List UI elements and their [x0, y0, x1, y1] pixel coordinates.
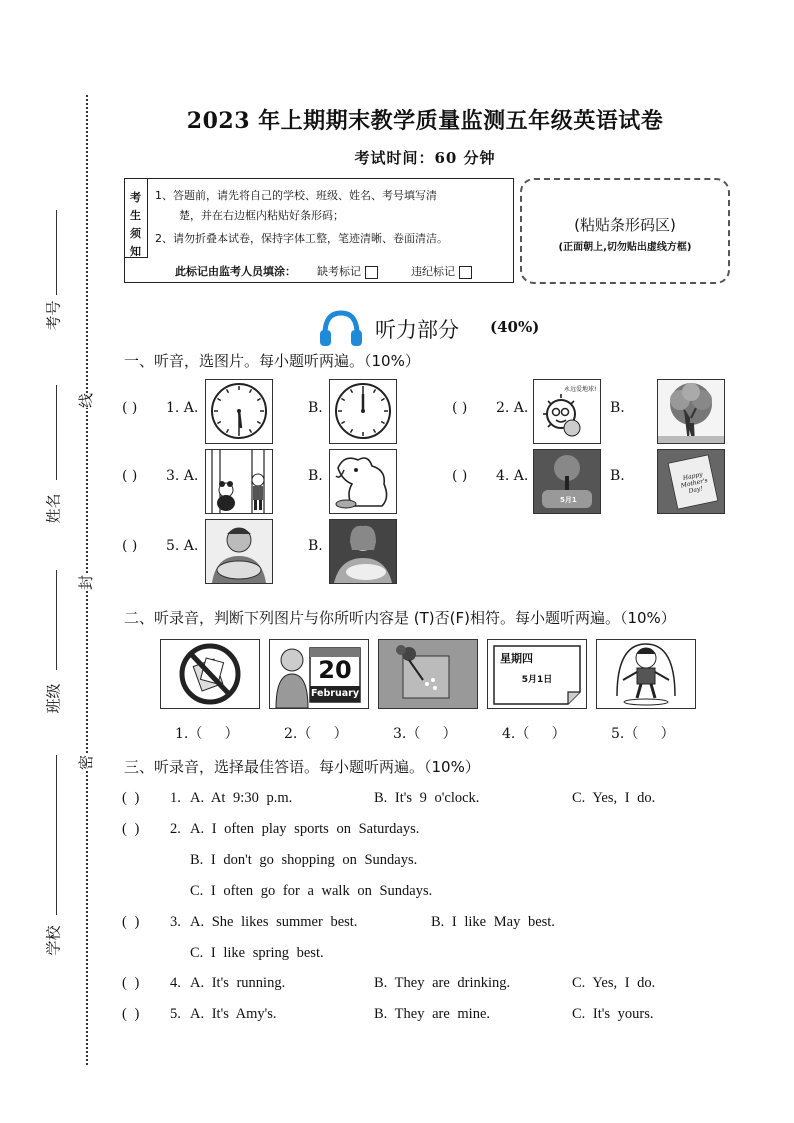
p3-q4-option-a: A. It's running.	[190, 975, 286, 991]
part2-image-1	[160, 639, 260, 709]
part2-answer-4[interactable]: 4.（ ）	[502, 726, 566, 742]
part2-heading: 二、听录音，判断下列图片与你所听内容是 (T)否(F)相符。每小题听两遍。（10%）	[124, 609, 676, 627]
q4-answer-paren: ( )	[452, 468, 468, 484]
examinee-notice-box	[124, 178, 514, 283]
q1-option-b-label: B.	[308, 400, 323, 416]
violation-mark-label: 违纪标记	[411, 265, 455, 278]
tree-icon	[658, 380, 724, 443]
notice-item-2: 2、请勿折叠本试卷，保持字体工整，笔迹清晰、卷面清洁。	[155, 232, 448, 245]
absent-mark	[317, 263, 378, 279]
violation-checkbox[interactable]	[459, 266, 472, 279]
exam-number-label: 考号	[44, 300, 63, 331]
p3-q1-num: 1.	[170, 790, 181, 806]
q2-label: 2. A.	[496, 400, 529, 416]
part2-image-5	[596, 639, 696, 709]
seal-char-secret: 密	[73, 755, 98, 770]
p3-q2-paren[interactable]: ( )	[122, 821, 140, 837]
clock-630-icon	[206, 380, 272, 443]
q4-option-a-image[interactable]	[533, 449, 601, 514]
school-line	[56, 755, 57, 915]
q5-answer-paren: ( )	[122, 538, 138, 554]
p3-q3-option-c: C. I like spring best.	[190, 945, 324, 961]
p3-q3-option-b: B. I like May best.	[431, 914, 555, 930]
q5-label: 5. A.	[166, 538, 199, 554]
p3-q1-paren[interactable]: ( )	[122, 790, 140, 806]
zoo-panda-icon	[206, 450, 272, 513]
q2-option-a-image[interactable]	[533, 379, 601, 444]
q2-option-b-label: B.	[610, 400, 625, 416]
q2-answer-paren: ( )	[452, 400, 468, 416]
q4-label: 4. A.	[496, 468, 529, 484]
q1-answer-paren: ( )	[122, 400, 138, 416]
q1-option-a-image[interactable]	[205, 379, 273, 444]
exam-duration: 考试时间：60 分钟	[354, 149, 496, 167]
q1-label: 1. A.	[166, 400, 199, 416]
boy-jumping-rope-icon	[597, 640, 695, 708]
part2-image-3	[378, 639, 478, 709]
greeting-card	[667, 454, 718, 510]
q4-option-b-image[interactable]	[657, 449, 725, 514]
notice-label-char: 须	[130, 227, 141, 240]
p3-q5-option-a: A. It's Amy's.	[190, 1006, 277, 1022]
p3-q3-num: 3.	[170, 914, 181, 930]
seal-char-seal: 封	[73, 575, 98, 590]
p3-q4-paren[interactable]: ( )	[122, 975, 140, 991]
school-label: 学校	[44, 925, 63, 956]
card-text: Happy Mother's Day!	[680, 470, 709, 496]
clock-900-icon	[330, 380, 396, 443]
p3-q1-option-a: A. At 9:30 p.m.	[190, 790, 293, 806]
q3-option-b-image[interactable]	[329, 449, 397, 514]
p3-q4-option-b: B. They are drinking.	[374, 975, 511, 991]
exam-number-line	[56, 210, 57, 295]
monitor-mark-row	[125, 257, 513, 282]
p3-q5-option-b: B. They are mine.	[374, 1006, 491, 1022]
boy-with-dog-icon	[206, 520, 272, 583]
note-date: 5月1日	[521, 675, 553, 685]
notice-label	[125, 179, 148, 258]
p3-q3-option-a: A. She likes summer best.	[190, 914, 358, 930]
part2-answer-1[interactable]: 1.（ ）	[175, 726, 239, 742]
p3-q2-num: 2.	[170, 821, 181, 837]
calendar-day: 20	[318, 656, 352, 684]
q4-plaque-text: 5月1	[560, 496, 577, 504]
q2-option-b-image[interactable]	[657, 379, 725, 444]
dog-eating-icon	[330, 450, 396, 513]
calendar-month: February	[310, 688, 360, 699]
class-line	[56, 570, 57, 670]
listening-section-title: 听力部分	[375, 318, 459, 342]
flower-card-icon	[379, 640, 477, 708]
p3-q2-option-c: C. I often go for a walk on Sundays.	[190, 883, 433, 899]
girl-with-dog-icon	[330, 520, 396, 583]
q3-answer-paren: ( )	[122, 468, 138, 484]
note-weekday: 星期四	[500, 652, 533, 665]
class-label: 班级	[44, 683, 63, 714]
p3-q1-option-b: B. It's 9 o'clock.	[374, 790, 480, 806]
p3-q5-option-c: C. It's yours.	[572, 1006, 654, 1022]
p3-q4-option-c: C. Yes, I do.	[572, 975, 656, 991]
p3-q1-option-c: C. Yes, I do.	[572, 790, 656, 806]
part2-answer-3[interactable]: 3.（ ）	[393, 726, 457, 742]
q4-option-b-label: B.	[610, 468, 625, 484]
absent-checkbox[interactable]	[365, 266, 378, 279]
part1-heading: 一、听音，选图片。每小题听两遍。（10%）	[124, 352, 420, 370]
violation-mark	[411, 263, 472, 279]
part2-answer-5[interactable]: 5.（ ）	[611, 726, 675, 742]
listening-section-percent: (40%)	[490, 318, 540, 336]
notice-label-char: 生	[130, 209, 141, 222]
notice-label-char: 考	[130, 191, 141, 204]
no-littering-icon	[161, 640, 259, 708]
p3-q2-option-a: A. I often play sports on Saturdays.	[190, 821, 420, 837]
absent-mark-label: 缺考标记	[317, 265, 361, 278]
name-line	[56, 385, 57, 480]
q5-option-a-image[interactable]	[205, 519, 273, 584]
p3-q2-option-b: B. I don't go shopping on Sundays.	[190, 852, 418, 868]
q3-label: 3. A.	[166, 468, 199, 484]
p3-q5-num: 5.	[170, 1006, 181, 1022]
notice-label-char: 知	[130, 245, 141, 258]
part3-heading: 三、听录音，选择最佳答语。每小题听两遍。（10%）	[124, 758, 480, 776]
q5-option-b-image[interactable]	[329, 519, 397, 584]
monitor-mark-text: 此标记由监考人员填涂：	[175, 265, 296, 278]
notice-item-1-cont: 楚，并在右边框内粘贴好条形码；	[179, 209, 344, 222]
notice-item-1: 1、答题前，请先将自己的学校、班级、姓名、考号填写清	[155, 189, 437, 202]
q1-option-b-image[interactable]	[329, 379, 397, 444]
part2-image-4	[487, 639, 587, 709]
q3-option-a-image[interactable]	[205, 449, 273, 514]
p3-q4-num: 4.	[170, 975, 181, 991]
headphones-icon	[318, 308, 364, 348]
q3-option-b-label: B.	[308, 468, 323, 484]
seal-char-line: 线	[73, 393, 98, 408]
barcode-title: (粘贴条形码区)	[574, 216, 676, 234]
p3-q3-paren[interactable]: ( )	[122, 914, 140, 930]
p3-q5-paren[interactable]: ( )	[122, 1006, 140, 1022]
part2-image-2	[269, 639, 369, 709]
part2-answer-2[interactable]: 2.（ ）	[284, 726, 348, 742]
barcode-note: (正面朝上,切勿贴出虚线方框)	[558, 242, 692, 253]
name-label: 姓名	[44, 493, 63, 524]
barcode-area	[520, 178, 730, 284]
q2-note-text: 永远爱地球!	[564, 386, 597, 393]
q5-option-b-label: B.	[308, 538, 323, 554]
page-title: 2023 年上期期末教学质量监测五年级英语试卷	[186, 108, 664, 134]
